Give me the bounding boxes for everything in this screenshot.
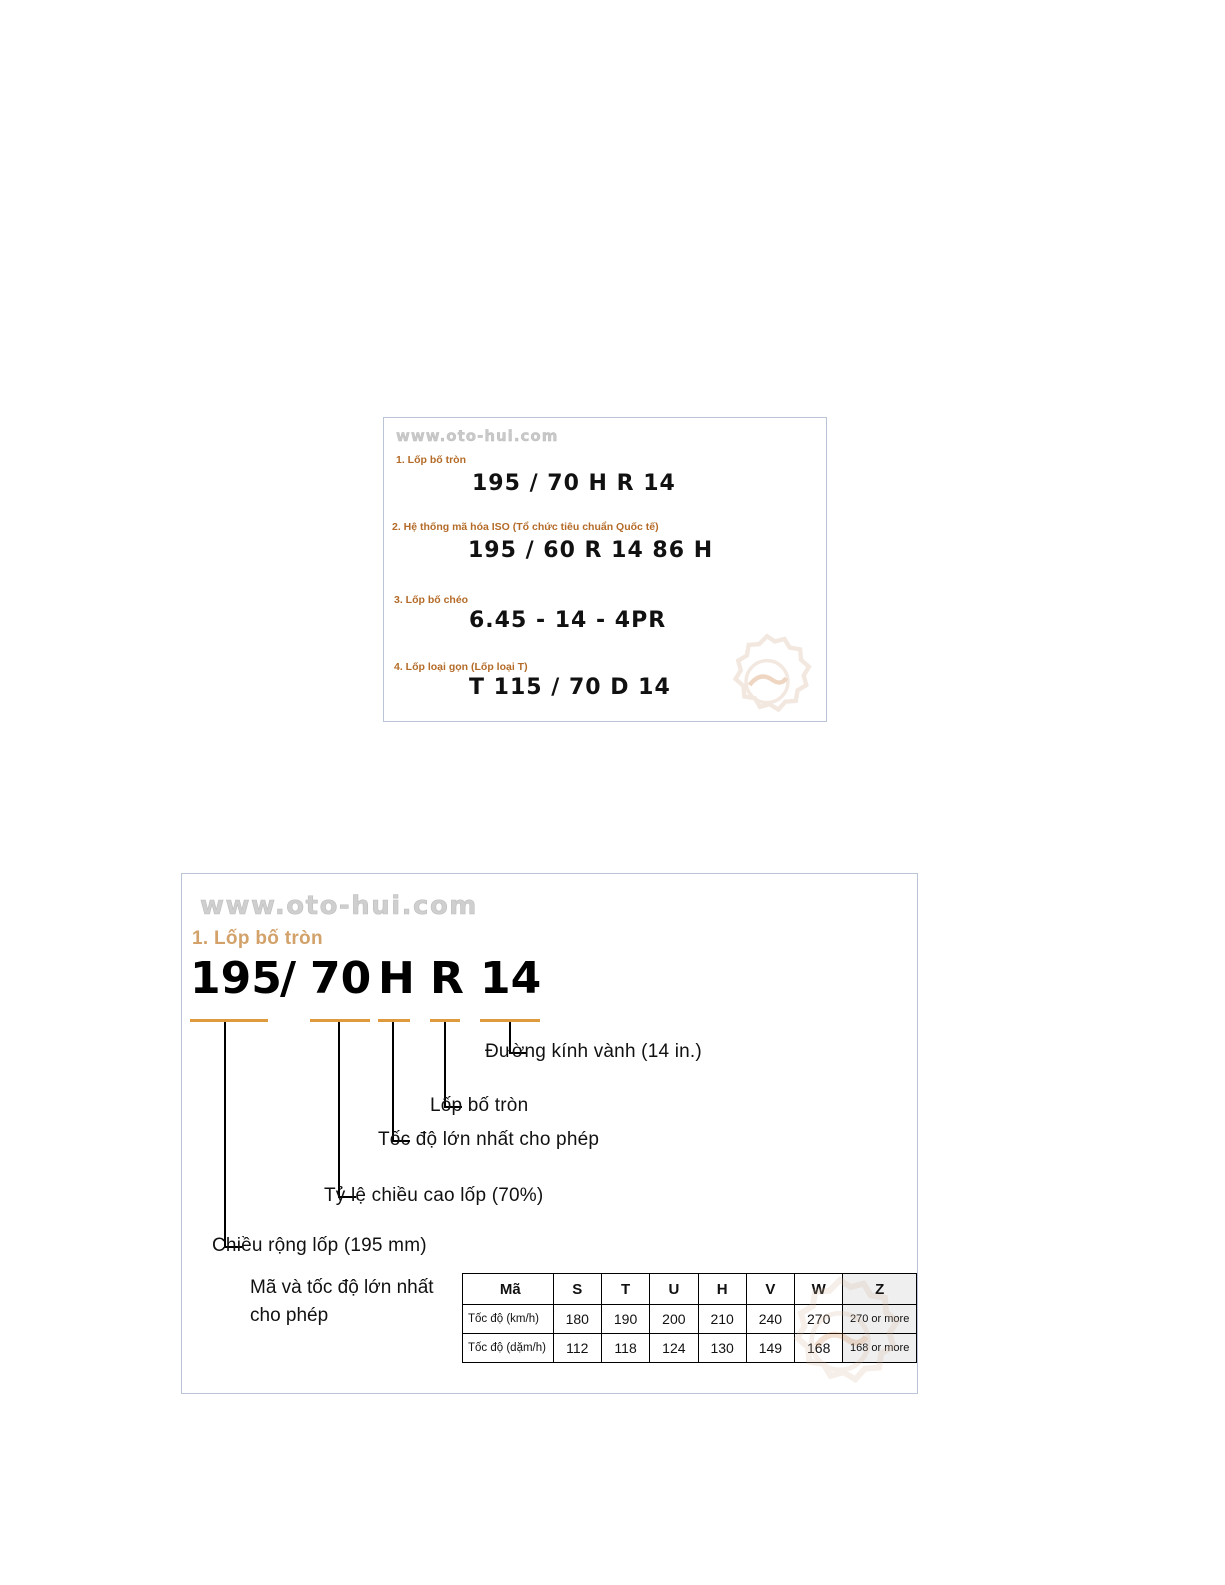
table-cell: Tốc độ (km/h) [463, 1305, 554, 1334]
underline-speed [378, 1019, 410, 1022]
code-part-construction: R [430, 953, 464, 1004]
tire-code-overview-figure [383, 417, 827, 722]
code-part-speed: H [378, 953, 415, 1004]
figure1-code-1: 195 / 70 H R 14 [472, 471, 676, 496]
figure1-code-4: T 115 / 70 D 14 [469, 675, 671, 700]
table-cell: U [650, 1274, 698, 1305]
code-part-width: 195 [190, 953, 282, 1004]
watermark-text: www.oto-hui.com [200, 891, 478, 921]
underline-width [190, 1019, 268, 1022]
table-cell: 270 or more [843, 1305, 917, 1334]
table-cell: 168 or more [843, 1334, 917, 1363]
table-cell: 210 [698, 1305, 746, 1334]
callout-rim-diameter: Đường kính vành (14 in.) [485, 1041, 702, 1062]
code-part-rim: 14 [480, 953, 542, 1004]
callout-section-width: Chiều rộng lốp (195 mm) [212, 1235, 427, 1256]
table-cell: 270 [795, 1305, 843, 1334]
gear-logo-icon [765, 1273, 915, 1394]
table-cell: Mã [463, 1274, 554, 1305]
table-cell: Tốc độ (dặm/h) [463, 1334, 554, 1363]
table-cell: 180 [553, 1305, 601, 1334]
table-cell: 118 [601, 1334, 649, 1363]
leader-ratio-vertical [338, 1022, 340, 1198]
table-cell: T [601, 1274, 649, 1305]
figure1-caption-4: 4. Lốp loại gọn (Lốp loại T) [394, 661, 528, 673]
callout-max-speed: Tốc độ lớn nhất cho phép [378, 1129, 600, 1150]
callout-aspect-ratio: Tỷ lệ chiều cao lốp (70%) [324, 1185, 544, 1206]
code-part-slash: / [280, 953, 297, 1004]
figure1-caption-1: 1. Lốp bố tròn [396, 454, 466, 466]
table-cell: 124 [650, 1334, 698, 1363]
speed-table-label-line1: Mã và tốc độ lớn nhất [250, 1277, 434, 1298]
figure1-caption-3: 3. Lốp bố chéo [394, 594, 469, 606]
table-cell: 168 [795, 1334, 843, 1363]
figure1-code-2: 195 / 60 R 14 86 H [468, 538, 714, 563]
table-cell: 130 [698, 1334, 746, 1363]
speed-table-label-line2: cho phép [250, 1304, 329, 1326]
table-cell: 112 [553, 1334, 601, 1363]
table-cell: W [795, 1274, 843, 1305]
table-cell: 240 [746, 1305, 794, 1334]
callout-construction: Lốp bố tròn [430, 1095, 529, 1116]
gear-logo-icon [712, 631, 822, 722]
underline-ratio [310, 1019, 370, 1022]
tire-code-display [182, 953, 742, 1013]
leader-speed-vertical [392, 1022, 394, 1142]
table-cell: H [698, 1274, 746, 1305]
watermark-text: www.oto-hui.com [396, 427, 559, 445]
table-cell: 190 [601, 1305, 649, 1334]
table-cell: 200 [650, 1305, 698, 1334]
leader-width-vertical [224, 1022, 226, 1248]
table-cell: V [746, 1274, 794, 1305]
table-cell: S [553, 1274, 601, 1305]
code-part-ratio: 70 [310, 953, 372, 1004]
tire-code-detail-figure [181, 873, 918, 1394]
figure2-subtitle: 1. Lốp bố tròn [192, 928, 323, 949]
figure1-code-3: 6.45 - 14 - 4PR [469, 608, 667, 633]
table-cell: Z [843, 1274, 917, 1305]
figure1-caption-2: 2. Hệ thống mã hóa ISO (Tổ chức tiêu chuẩn Quốc tế) [392, 521, 659, 533]
speed-table-label [250, 1274, 434, 1329]
table-cell: 149 [746, 1334, 794, 1363]
